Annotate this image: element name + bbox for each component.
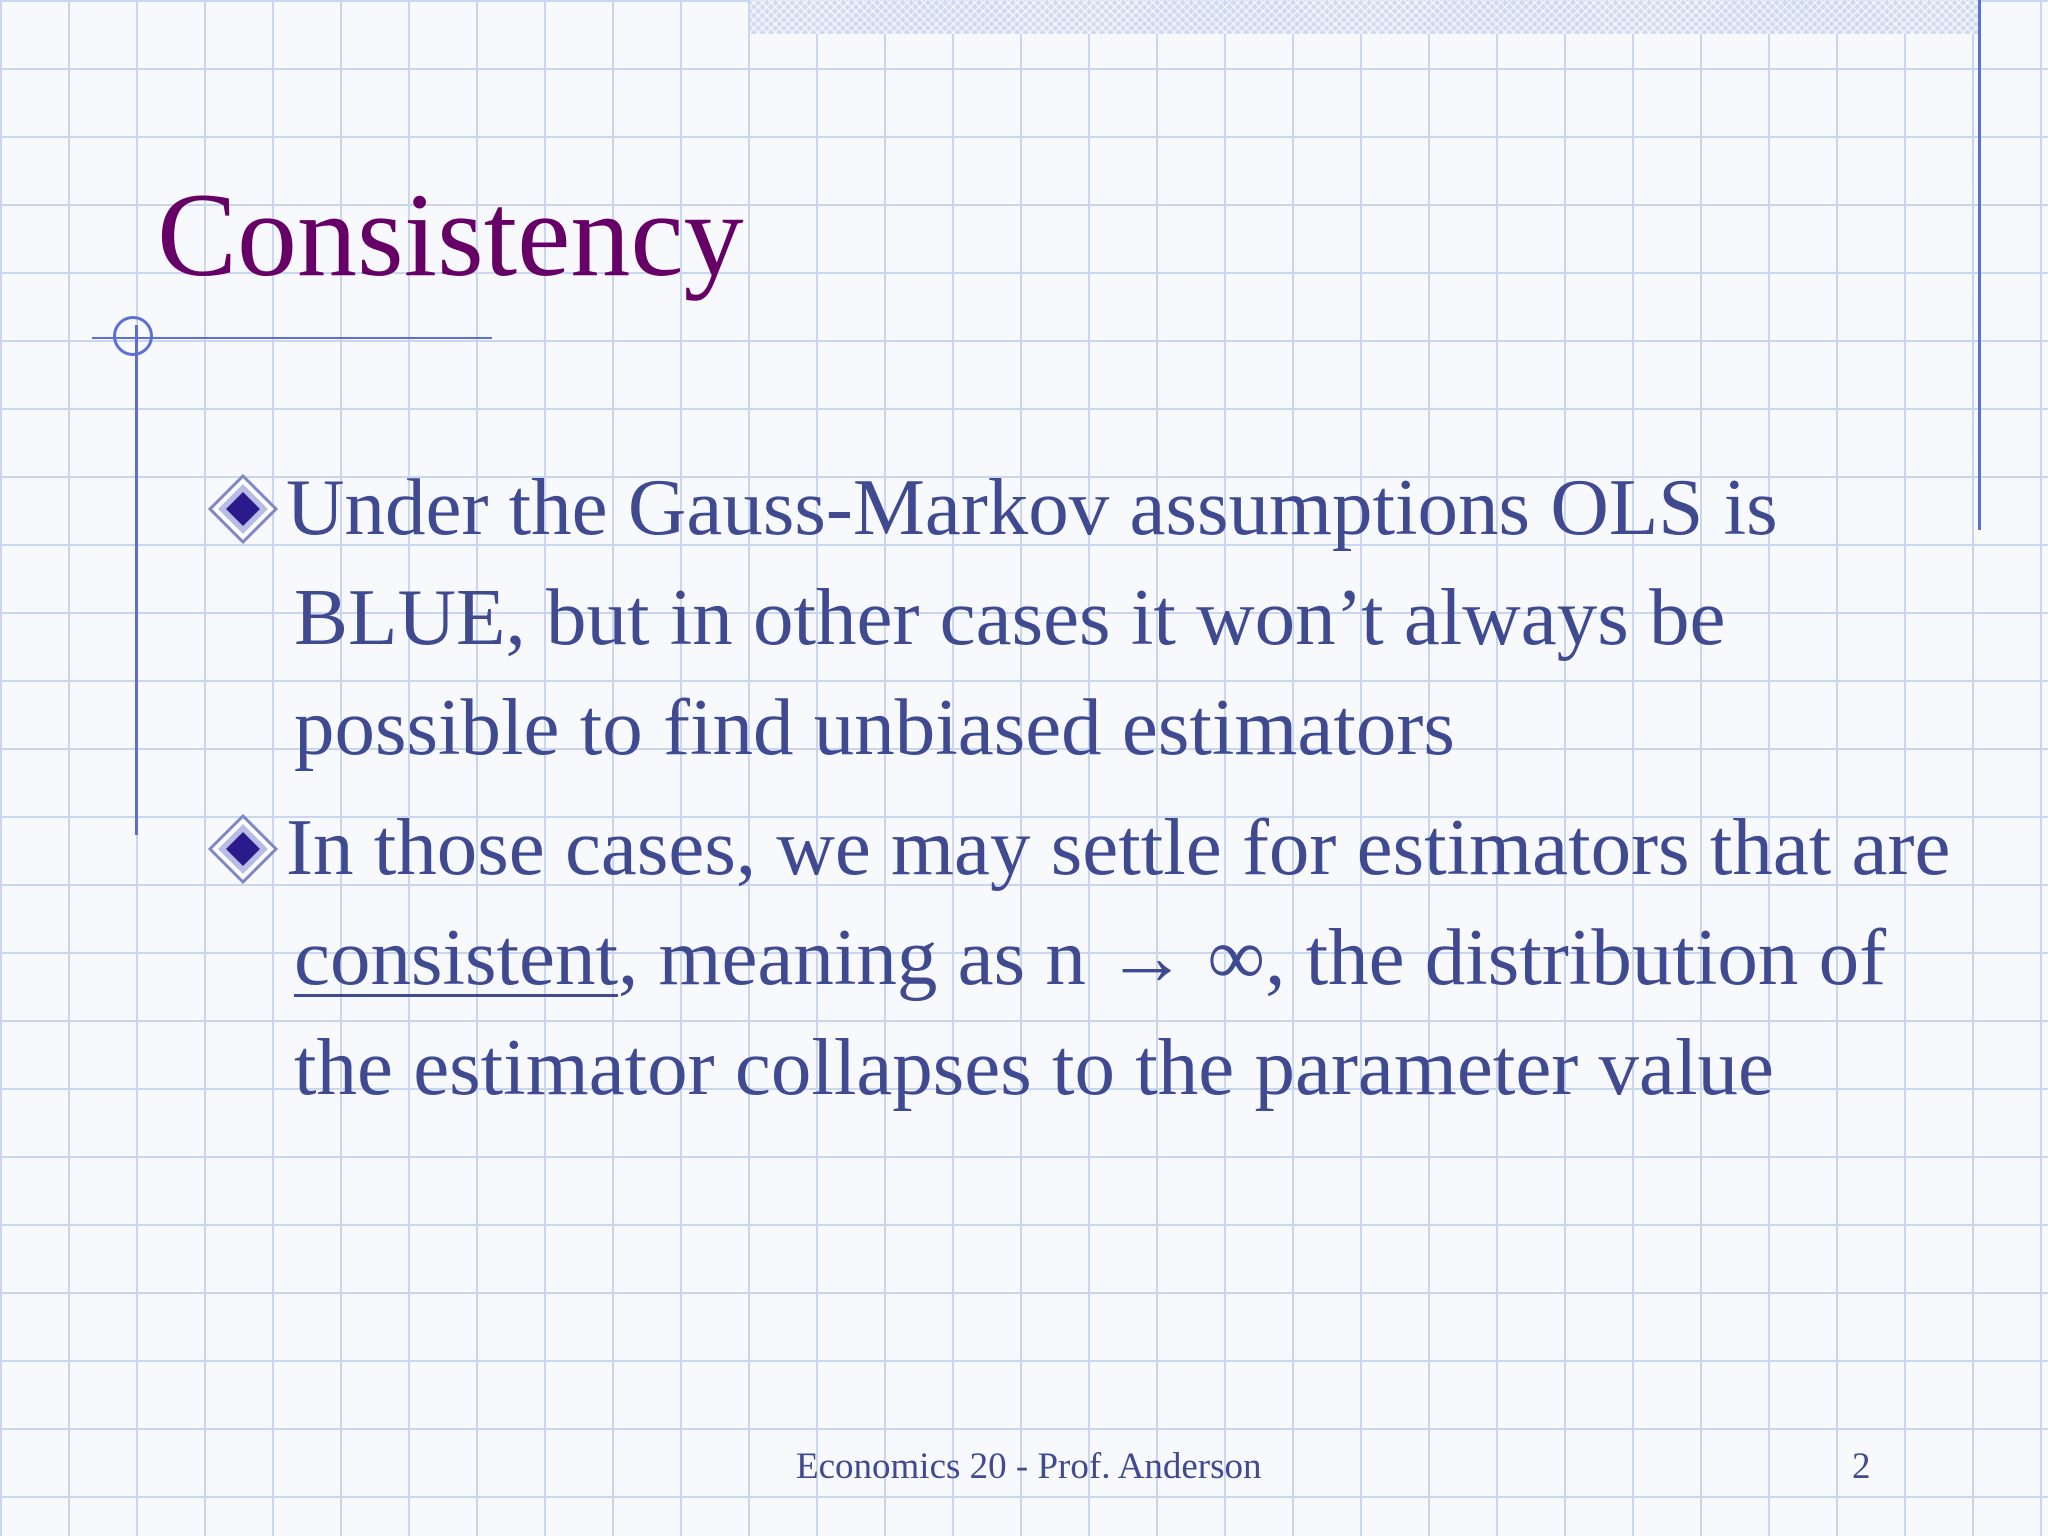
slide-number: 2 xyxy=(1852,1446,1871,1487)
diamond-bullet-icon xyxy=(208,474,278,544)
top-pattern-band xyxy=(750,0,1980,34)
bullet-text xyxy=(286,792,1968,1122)
diamond-bullet-icon xyxy=(208,814,278,884)
bullet-item xyxy=(208,452,1968,782)
bullet-text-before: that are xyxy=(1709,802,1951,892)
left-accent-rule xyxy=(135,325,138,835)
underlined-term: consistent xyxy=(294,912,618,1002)
bullet-item xyxy=(208,792,1968,1122)
crosshair-circle-icon xyxy=(113,316,153,356)
bullet-text-lead: In those cases, we may settle for estimators xyxy=(286,802,1690,892)
slide-title: Consistency xyxy=(157,168,744,301)
footer-text: Economics 20 - Prof. Anderson xyxy=(796,1446,1262,1487)
bullet-text: Under the Gauss-Markov assumptions OLS is BLUE, but in other cases it won’t always be possible to find unbiased estimators xyxy=(286,462,1778,772)
bullet-list xyxy=(208,452,1968,1122)
right-accent-rule xyxy=(1978,0,1981,530)
bullet-text-after: , meaning as n → ∞, the distribution of the estimator collapses to the parameter value xyxy=(294,912,1887,1112)
